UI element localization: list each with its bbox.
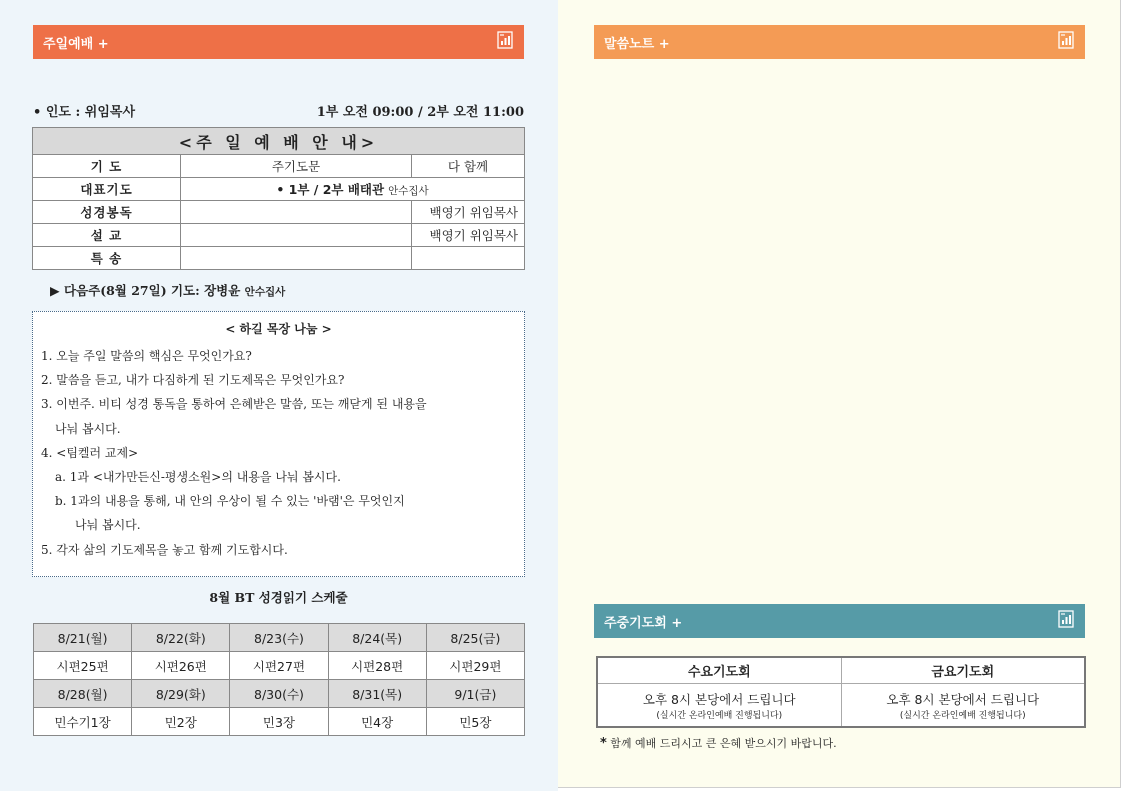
- table-row: [34, 624, 525, 652]
- service-times: 1부 오전 09:00 / 2부 오전 11:00: [316, 105, 524, 120]
- table-row: [33, 178, 525, 201]
- closing-note: [600, 735, 837, 751]
- table-row: [33, 247, 525, 270]
- document-chart-icon[interactable]: [496, 31, 514, 53]
- row-label: 설 교: [33, 224, 181, 247]
- asterisk-mark: *: [600, 736, 607, 751]
- schedule-reading: 시편29편: [426, 652, 524, 680]
- question-line: 3. 이번주. 비티 성경 통독을 통하여 은혜받은 말씀, 또는 깨닫게 된 내용을: [41, 397, 427, 412]
- row-middle: [181, 247, 412, 270]
- sermon-notes-banner[interactable]: [594, 25, 1085, 59]
- prayer-time-text: 오후 8시 본당에서 드립니다: [642, 691, 796, 707]
- document-chart-icon[interactable]: [1057, 610, 1075, 632]
- schedule-reading: 민수기1장: [34, 708, 132, 736]
- next-week-prayer: [50, 281, 285, 299]
- row-label: 대표기도: [33, 178, 181, 201]
- next-prayer-text: ▶ 다음주(8월 27일) 기도: 장병윤: [50, 283, 241, 298]
- question-line: 나눠 봅시다.: [55, 421, 121, 436]
- table-row: [597, 684, 1085, 728]
- service-table-title: <주 일 예 배 안 내>: [33, 128, 525, 155]
- prayer-meeting-table: [596, 656, 1086, 728]
- banner-title: 주일예배 +: [43, 36, 109, 52]
- table-row: [33, 201, 525, 224]
- service-order-table: [32, 127, 525, 270]
- schedule-reading: 시편25편: [34, 652, 132, 680]
- weekday-prayer-banner[interactable]: [594, 604, 1085, 638]
- schedule-reading: 시편27편: [230, 652, 328, 680]
- document-chart-icon[interactable]: [1057, 31, 1075, 53]
- prayer-leader: • 1부 / 2부 배태관: [276, 182, 385, 197]
- schedule-reading: 민5장: [426, 708, 524, 736]
- table-row: [33, 224, 525, 247]
- schedule-date: 8/31(목): [328, 680, 426, 708]
- schedule-date: 8/24(목): [328, 624, 426, 652]
- prayer-online-note: (실시간 온라인예배 진행됩니다): [899, 710, 1026, 721]
- row-right: [412, 247, 525, 270]
- wednesday-prayer-info: [597, 684, 841, 728]
- question-line: 나눠 봅시다.: [75, 518, 141, 533]
- banner-title: 말씀노트 +: [604, 36, 670, 52]
- schedule-date: 8/25(금): [426, 624, 524, 652]
- banner-title: 주중기도회 +: [604, 615, 683, 631]
- row-middle: [181, 224, 412, 247]
- schedule-reading: 시편26편: [132, 652, 230, 680]
- table-row: [34, 708, 525, 736]
- prayer-online-note: (실시간 온라인예배 진행됩니다): [656, 710, 783, 721]
- reading-schedule-table: [33, 623, 525, 736]
- row-right: 다 함께: [412, 155, 525, 178]
- schedule-reading: 민3장: [230, 708, 328, 736]
- schedule-title: 8월 BT 성경읽기 스케줄: [209, 590, 348, 605]
- row-middle: [181, 178, 525, 201]
- row-middle: 주기도문: [181, 155, 412, 178]
- schedule-reading: 시편28편: [328, 652, 426, 680]
- table-row: [33, 155, 525, 178]
- table-row: [597, 657, 1085, 684]
- schedule-reading: 민2장: [132, 708, 230, 736]
- schedule-reading: 민4장: [328, 708, 426, 736]
- question-line: 4. <팀켈러 교제>: [41, 445, 139, 460]
- leader-text: • 인도 : 위임목사: [33, 105, 136, 120]
- row-right: 백영기 위임목사: [412, 201, 525, 224]
- row-right: 백영기 위임목사: [412, 224, 525, 247]
- questions-title: < 하길 목장 나눔 >: [225, 322, 332, 336]
- schedule-date: 8/28(월): [34, 680, 132, 708]
- question-line: 5. 각자 삶의 기도제목을 놓고 함께 기도합시다.: [41, 542, 288, 557]
- prayer-leader-title: 안수집사: [388, 185, 429, 197]
- schedule-date: 8/30(수): [230, 680, 328, 708]
- prayer-time-text: 오후 8시 본당에서 드립니다: [886, 691, 1040, 707]
- wednesday-prayer-title: 수요기도회: [597, 657, 841, 684]
- table-row: [34, 680, 525, 708]
- service-intro: [33, 101, 524, 120]
- table-row: [34, 652, 525, 680]
- row-middle: [181, 201, 412, 224]
- sunday-service-banner[interactable]: [33, 25, 524, 59]
- schedule-date: 8/21(월): [34, 624, 132, 652]
- friday-prayer-title: 금요기도회: [841, 657, 1085, 684]
- schedule-date: 8/29(화): [132, 680, 230, 708]
- row-label: 특 송: [33, 247, 181, 270]
- schedule-date: 8/23(수): [230, 624, 328, 652]
- question-line: 1. 오늘 주일 말씀의 핵심은 무엇인가요?: [41, 349, 252, 363]
- question-line: b. 1과의 내용을 통해, 내 안의 우상이 될 수 있는 '바램'은 무엇인지: [55, 494, 405, 509]
- small-group-questions: [32, 311, 525, 577]
- row-label: 기 도: [33, 155, 181, 178]
- left-page: [0, 0, 558, 791]
- question-line: 2. 말씀을 듣고, 내가 다짐하게 된 기도제목은 무엇인가요?: [41, 373, 345, 388]
- schedule-date: 8/22(화): [132, 624, 230, 652]
- row-label: 성경봉독: [33, 201, 181, 224]
- schedule-date: 9/1(금): [426, 680, 524, 708]
- closing-note-text: 함께 예배 드리시고 큰 은혜 받으시기 바랍니다.: [606, 737, 837, 750]
- question-line: a. 1과 <내가만든신-평생소원>의 내용을 나눠 봅시다.: [55, 470, 341, 485]
- friday-prayer-info: [841, 684, 1085, 728]
- next-prayer-title: 안수집사: [244, 286, 286, 298]
